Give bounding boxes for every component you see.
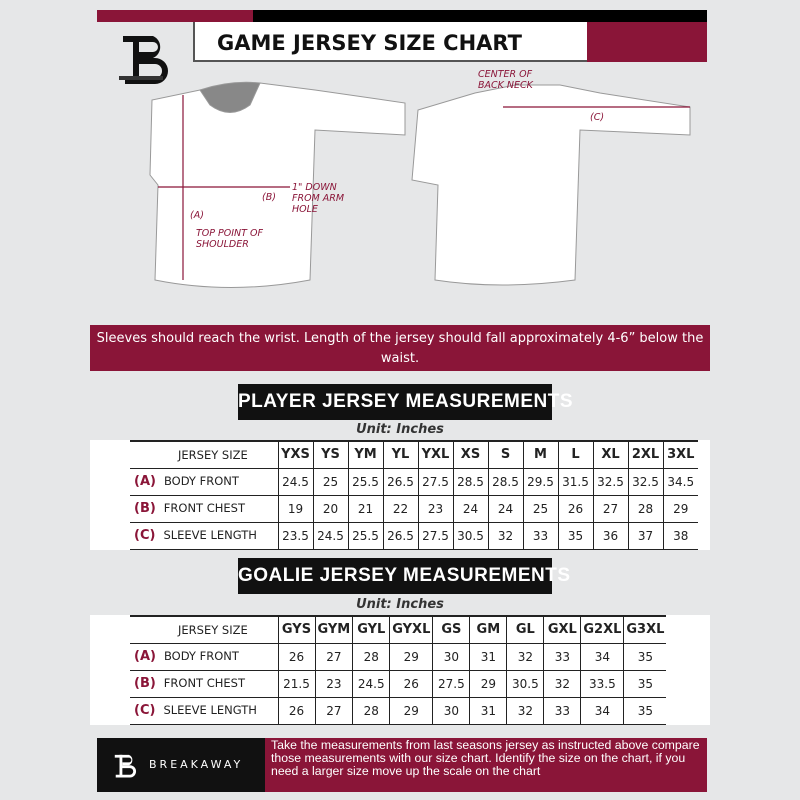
size-header: XL xyxy=(593,441,628,468)
table-cell: 28 xyxy=(353,697,390,724)
footer-logo xyxy=(111,750,137,780)
size-header: GS xyxy=(433,616,470,643)
size-header: 3XL xyxy=(663,441,698,468)
player-table-panel xyxy=(90,440,710,550)
size-header: YXL xyxy=(418,441,453,468)
table-cell: 27.5 xyxy=(433,670,470,697)
header-row xyxy=(130,441,698,468)
size-header: YM xyxy=(348,441,383,468)
footer-brand-name: BREAKAWAY xyxy=(149,758,244,771)
table-cell: 26 xyxy=(278,643,315,670)
top-point-label: TOP POINT OF SHOULDER xyxy=(196,228,263,250)
label-a: (A) xyxy=(190,210,204,221)
size-header: GYL xyxy=(353,616,390,643)
player-heading: PLAYER JERSEY MEASUREMENTS xyxy=(238,384,552,420)
row-code: (A) xyxy=(134,474,156,489)
table-cell: 28.5 xyxy=(453,468,488,495)
table-cell: 32.5 xyxy=(628,468,663,495)
row-name: BODY FRONT xyxy=(163,649,239,663)
table-cell: 26 xyxy=(558,495,593,522)
table-cell: 27.5 xyxy=(418,522,453,549)
size-header: GXL xyxy=(544,616,581,643)
jersey-diagram xyxy=(140,65,710,300)
table-cell: 34 xyxy=(581,643,624,670)
size-header: XS xyxy=(453,441,488,468)
table-cell: 24.5 xyxy=(313,522,348,549)
top-bar-dark xyxy=(253,10,707,22)
table-cell: 24 xyxy=(488,495,523,522)
table-cell: 33 xyxy=(544,697,581,724)
arm-hole-label: 1" DOWN FROM ARM HOLE xyxy=(292,182,345,215)
table-cell: 35 xyxy=(624,697,667,724)
table-cell: 38 xyxy=(663,522,698,549)
table-cell: 27 xyxy=(315,697,353,724)
table-cell: 21.5 xyxy=(278,670,315,697)
label-c: (C) xyxy=(590,112,605,123)
fit-notice: Sleeves should reach the wrist. Length of the jersey should fall approximately 4-6” below the waist. xyxy=(90,325,710,371)
table-cell: 32 xyxy=(544,670,581,697)
row-label xyxy=(130,522,278,549)
table-cell: 35 xyxy=(558,522,593,549)
table-cell: 27 xyxy=(315,643,353,670)
table-cell: 24.5 xyxy=(353,670,390,697)
table-cell: 29 xyxy=(390,643,433,670)
table-cell: 21 xyxy=(348,495,383,522)
table-row xyxy=(130,670,666,697)
table-row xyxy=(130,697,666,724)
table-cell: 19 xyxy=(278,495,313,522)
table-cell: 31.5 xyxy=(558,468,593,495)
size-header: GYM xyxy=(315,616,353,643)
table-row xyxy=(130,468,698,495)
row-name: BODY FRONT xyxy=(163,474,239,488)
goalie-size-table xyxy=(130,615,666,725)
table-cell: 29 xyxy=(663,495,698,522)
size-header: GL xyxy=(507,616,544,643)
table-cell: 23 xyxy=(418,495,453,522)
size-header: GM xyxy=(470,616,507,643)
table-cell: 30 xyxy=(433,643,470,670)
top-bar-accent xyxy=(97,10,253,22)
table-cell: 22 xyxy=(383,495,418,522)
table-cell: 33 xyxy=(544,643,581,670)
table-cell: 35 xyxy=(624,643,667,670)
row-label xyxy=(130,643,278,670)
row-label xyxy=(130,468,278,495)
size-header: GYXL xyxy=(390,616,433,643)
size-header: L xyxy=(558,441,593,468)
table-cell: 29 xyxy=(470,670,507,697)
table-cell: 32.5 xyxy=(593,468,628,495)
table-cell: 25 xyxy=(313,468,348,495)
row-label xyxy=(130,697,278,724)
table-cell: 28 xyxy=(628,495,663,522)
table-cell: 28 xyxy=(353,643,390,670)
table-cell: 23 xyxy=(315,670,353,697)
table-cell: 23.5 xyxy=(278,522,313,549)
row-name: SLEEVE LENGTH xyxy=(163,528,257,542)
table-cell: 32 xyxy=(507,697,544,724)
table-cell: 30.5 xyxy=(507,670,544,697)
size-header: 2XL xyxy=(628,441,663,468)
size-header: YS xyxy=(313,441,348,468)
row-name: SLEEVE LENGTH xyxy=(163,703,257,717)
table-cell: 26.5 xyxy=(383,522,418,549)
table-cell: 32 xyxy=(488,522,523,549)
table-cell: 20 xyxy=(313,495,348,522)
table-cell: 25 xyxy=(523,495,558,522)
header-row xyxy=(130,616,666,643)
footer-brand xyxy=(97,738,265,792)
size-header: G3XL xyxy=(624,616,667,643)
size-label: JERSEY SIZE xyxy=(130,616,278,643)
title-accent xyxy=(587,22,707,62)
table-cell: 26 xyxy=(278,697,315,724)
page-title: GAME JERSEY SIZE CHART xyxy=(193,22,587,62)
table-cell: 30 xyxy=(433,697,470,724)
row-code: (B) xyxy=(134,676,156,691)
table-cell: 27 xyxy=(593,495,628,522)
size-header: GYS xyxy=(278,616,315,643)
row-name: FRONT CHEST xyxy=(163,501,246,515)
table-cell: 34 xyxy=(581,697,624,724)
table-cell: 29 xyxy=(390,697,433,724)
table-cell: 28.5 xyxy=(488,468,523,495)
footer-instructions: Take the measurements from last seasons jersey as instructed above compare those measurements with our size chart. Identify the size on the chart, if you need a larger size move up the scale on the chart xyxy=(265,738,707,792)
table-cell: 24 xyxy=(453,495,488,522)
table-cell: 27.5 xyxy=(418,468,453,495)
table-cell: 31 xyxy=(470,643,507,670)
table-cell: 33 xyxy=(523,522,558,549)
row-code: (B) xyxy=(134,501,156,516)
size-header: G2XL xyxy=(581,616,624,643)
table-cell: 29.5 xyxy=(523,468,558,495)
goalie-heading: GOALIE JERSEY MEASUREMENTS xyxy=(238,558,552,594)
row-name: FRONT CHEST xyxy=(163,676,246,690)
row-code: (C) xyxy=(134,703,156,718)
table-cell: 37 xyxy=(628,522,663,549)
table-cell: 34.5 xyxy=(663,468,698,495)
table-cell: 30.5 xyxy=(453,522,488,549)
table-cell: 26 xyxy=(390,670,433,697)
row-code: (A) xyxy=(134,649,156,664)
table-cell: 31 xyxy=(470,697,507,724)
goalie-unit: Unit: Inches xyxy=(356,597,444,612)
size-header: M xyxy=(523,441,558,468)
size-header: S xyxy=(488,441,523,468)
size-label: JERSEY SIZE xyxy=(130,441,278,468)
player-size-table xyxy=(130,440,698,550)
player-unit: Unit: Inches xyxy=(356,422,444,437)
row-code: (C) xyxy=(134,528,156,543)
table-cell: 25.5 xyxy=(348,468,383,495)
table-row xyxy=(130,643,666,670)
size-header: YXS xyxy=(278,441,313,468)
table-row xyxy=(130,522,698,549)
table-cell: 26.5 xyxy=(383,468,418,495)
goalie-table-panel xyxy=(90,615,710,725)
table-cell: 33.5 xyxy=(581,670,624,697)
table-cell: 36 xyxy=(593,522,628,549)
label-b: (B) xyxy=(262,192,276,203)
table-cell: 24.5 xyxy=(278,468,313,495)
table-cell: 35 xyxy=(624,670,667,697)
table-row xyxy=(130,495,698,522)
row-label xyxy=(130,670,278,697)
center-back-neck-label: CENTER OF BACK NECK xyxy=(478,69,533,91)
table-cell: 32 xyxy=(507,643,544,670)
table-cell: 25.5 xyxy=(348,522,383,549)
size-header: YL xyxy=(383,441,418,468)
row-label xyxy=(130,495,278,522)
